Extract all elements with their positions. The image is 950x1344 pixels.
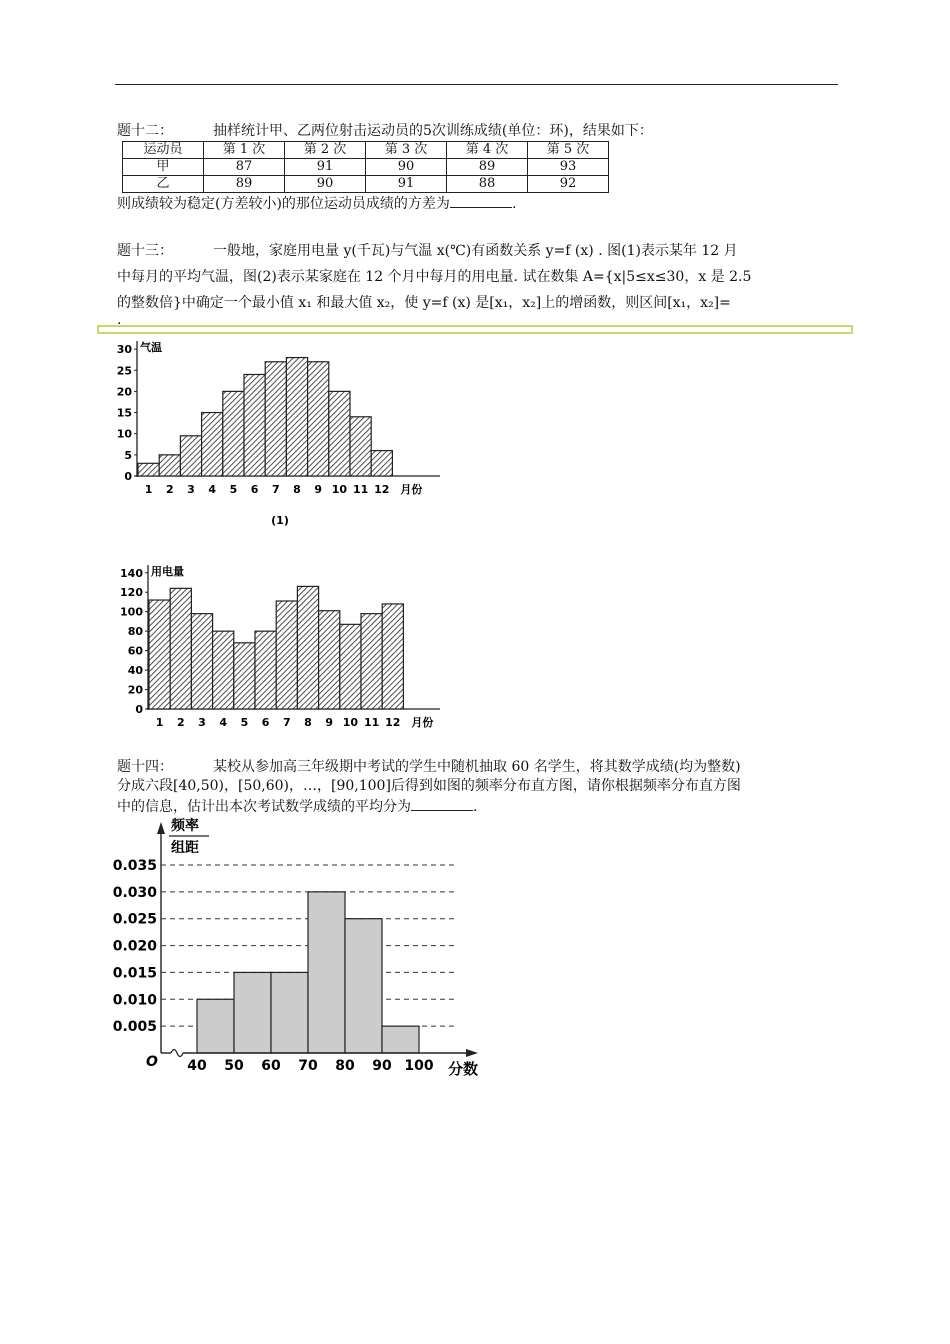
table-header-cell: 第 3 次 <box>366 142 447 159</box>
y-tick-label: 120 <box>120 586 143 600</box>
table-cell: 91 <box>285 159 366 176</box>
bar <box>244 374 265 476</box>
y-tick-label: 0.005 <box>112 1019 157 1036</box>
table-header-cell: 运动员 <box>123 142 204 159</box>
x-tick-label: 12 <box>385 716 401 729</box>
y-axis-label-top: 频率 <box>171 818 199 834</box>
table-cell: 90 <box>366 159 447 176</box>
q12-text: 抽样统计甲、乙两位射击运动员的5次训练成绩(单位：环)，结果如下： <box>213 123 653 139</box>
bar <box>319 611 340 709</box>
x-tick-label: 2 <box>165 483 174 496</box>
x-tick-label: 5 <box>229 483 238 496</box>
bar <box>223 391 244 476</box>
x-tick-label: 12 <box>374 483 390 496</box>
y-tick-label: 0.025 <box>112 911 157 928</box>
x-tick-label: 80 <box>335 1058 355 1074</box>
x-tick-label: 11 <box>363 716 380 729</box>
bar <box>371 451 392 476</box>
bar <box>345 919 382 1053</box>
bar <box>276 601 297 709</box>
q13-line2: 中每月的平均气温，图(2)表示某家庭在 12 个月中每月的用电量. 试在数集 A={x|5≤x≤30，x 是 2.5 <box>117 269 752 285</box>
x-tick-label: 8 <box>304 716 312 729</box>
x-tick-label: 40 <box>187 1058 207 1074</box>
q12-label: 题十二： <box>117 123 173 139</box>
y-tick-label: 0.030 <box>112 884 157 901</box>
bar <box>170 588 191 709</box>
x-axis-label: 月份 <box>411 716 434 729</box>
bar <box>234 972 271 1053</box>
y-axis-label: 用电量 <box>151 565 184 578</box>
bar <box>265 362 286 476</box>
bar <box>308 892 345 1053</box>
answer-blank <box>411 796 473 811</box>
table-cell: 甲 <box>123 159 204 176</box>
q13-line1: 一般地，家庭用电量 y(千瓦)与气温 x(℃)有函数关系 y=f (x) . 图(1)表示某年 12 月 <box>213 243 738 259</box>
bar <box>361 614 382 709</box>
bar <box>329 391 350 476</box>
x-tick-label: 1 <box>144 483 153 496</box>
bar <box>382 604 403 709</box>
y-tick-label: 20 <box>116 385 132 399</box>
bar <box>350 417 371 476</box>
x-tick-label: 10 <box>331 483 348 496</box>
x-tick-label: 1 <box>155 716 164 729</box>
y-tick-label: 140 <box>120 566 143 580</box>
y-tick-label: 100 <box>120 605 143 619</box>
chart-monthly-electricity <box>120 564 440 729</box>
bar <box>159 455 180 476</box>
y-tick-label: 30 <box>116 343 132 357</box>
y-tick-label: 5 <box>124 448 132 462</box>
y-axis-label: 气温 <box>140 341 162 354</box>
bar <box>382 1026 419 1053</box>
bar <box>297 586 318 709</box>
y-tick-label: 15 <box>116 406 132 420</box>
x-axis-label: 分数 <box>448 1060 479 1078</box>
table-header-cell: 第 2 次 <box>285 142 366 159</box>
y-tick-label: 0.035 <box>112 858 157 874</box>
x-tick-label: 2 <box>176 716 185 729</box>
q14-end: . <box>473 799 478 815</box>
x-tick-label: 11 <box>352 483 369 496</box>
q13-line3: 的整数倍}中确定一个最小值 x₁ 和最大值 x₂，使 y=f (x) 是[x₁，x₂]上的增函数，则区间[x₁，x₂]= <box>117 295 731 311</box>
bar <box>138 463 159 476</box>
y-tick-label: 20 <box>127 683 143 697</box>
y-tick-label: 0 <box>135 703 143 716</box>
axis-break <box>171 1050 183 1057</box>
x-tick-label: 9 <box>325 716 334 729</box>
q14-prompt <box>117 758 839 817</box>
y-tick-label: 40 <box>127 664 143 678</box>
q13-label: 题十三： <box>117 243 173 259</box>
y-tick-label: 10 <box>116 427 132 441</box>
bar <box>234 643 255 709</box>
x-tick-label: 60 <box>261 1058 281 1074</box>
x-tick-label: 5 <box>240 716 249 729</box>
table-cell: 88 <box>447 176 528 193</box>
chart-monthly-temperature <box>117 340 440 496</box>
table-cell: 93 <box>528 159 609 176</box>
table-header-cell: 第 5 次 <box>528 142 609 159</box>
table-cell: 87 <box>204 159 285 176</box>
bar <box>308 362 329 476</box>
table-cell: 91 <box>366 176 447 193</box>
x-tick-label: 4 <box>219 716 228 729</box>
x-tick-label: 7 <box>282 716 291 729</box>
y-tick-label: 80 <box>127 625 143 639</box>
table-cell: 乙 <box>123 176 204 193</box>
x-tick-label: 8 <box>293 483 301 496</box>
y-tick-label: 25 <box>116 364 132 378</box>
x-tick-label: 3 <box>198 716 206 729</box>
y-tick-label: 0.010 <box>112 992 157 1009</box>
chart1-caption: (1) <box>271 514 289 527</box>
q14-label: 题十四： <box>117 759 173 775</box>
x-tick-label: 100 <box>404 1058 434 1074</box>
y-tick-label: 0.020 <box>112 938 157 955</box>
x-axis-label: 月份 <box>400 483 423 496</box>
q14-line2: 分成六段[40,50)，[50,60)，…，[90,100]后得到如图的频率分布直方图，请你根据频率分布直方图 <box>117 778 741 794</box>
q13-line4: . <box>117 312 122 328</box>
table-header-cell: 第 4 次 <box>447 142 528 159</box>
bar <box>255 631 276 709</box>
x-tick-label: 6 <box>261 716 270 729</box>
origin-label: O <box>146 1054 158 1070</box>
x-tick-label: 10 <box>342 716 359 729</box>
bar <box>149 600 170 709</box>
bar <box>271 972 308 1053</box>
table-cell: 90 <box>285 176 366 193</box>
x-tick-label: 50 <box>224 1058 244 1074</box>
q12-question-text: 则成绩较为稳定(方差较小)的那位运动员成绩的方差为 <box>117 196 450 212</box>
bar <box>202 413 223 476</box>
bar <box>340 624 361 709</box>
table-cell: 89 <box>204 176 285 193</box>
y-tick-label: 0.015 <box>112 965 157 982</box>
x-tick-label: 4 <box>208 483 217 496</box>
bar <box>213 631 234 709</box>
x-tick-label: 70 <box>298 1058 318 1074</box>
x-tick-label: 7 <box>271 483 280 496</box>
y-axis-arrow <box>157 822 165 834</box>
y-axis-label-bottom: 组距 <box>171 840 199 856</box>
x-tick-label: 90 <box>372 1058 392 1074</box>
y-tick-label: 60 <box>127 644 143 658</box>
q14-line3: 中的信息，估计出本次考试数学成绩的平均分为 <box>117 799 411 815</box>
x-axis-arrow <box>466 1049 478 1057</box>
q12-end: . <box>511 196 517 212</box>
bar <box>180 436 201 476</box>
bar <box>191 614 212 709</box>
table-header-cell: 第 1 次 <box>204 142 285 159</box>
bar <box>197 999 234 1053</box>
q14-line1: 某校从参加高三年级期中考试的学生中随机抽取 60 名学生，将其数学成绩(均为整数) <box>213 759 741 775</box>
y-tick-label: 0 <box>124 470 132 483</box>
table-cell: 92 <box>528 176 609 193</box>
table-cell: 89 <box>447 159 528 176</box>
x-tick-label: 9 <box>314 483 323 496</box>
x-tick-label: 3 <box>187 483 195 496</box>
x-tick-label: 6 <box>250 483 259 496</box>
chart-score-histogram <box>113 817 478 1078</box>
bar <box>286 358 307 476</box>
